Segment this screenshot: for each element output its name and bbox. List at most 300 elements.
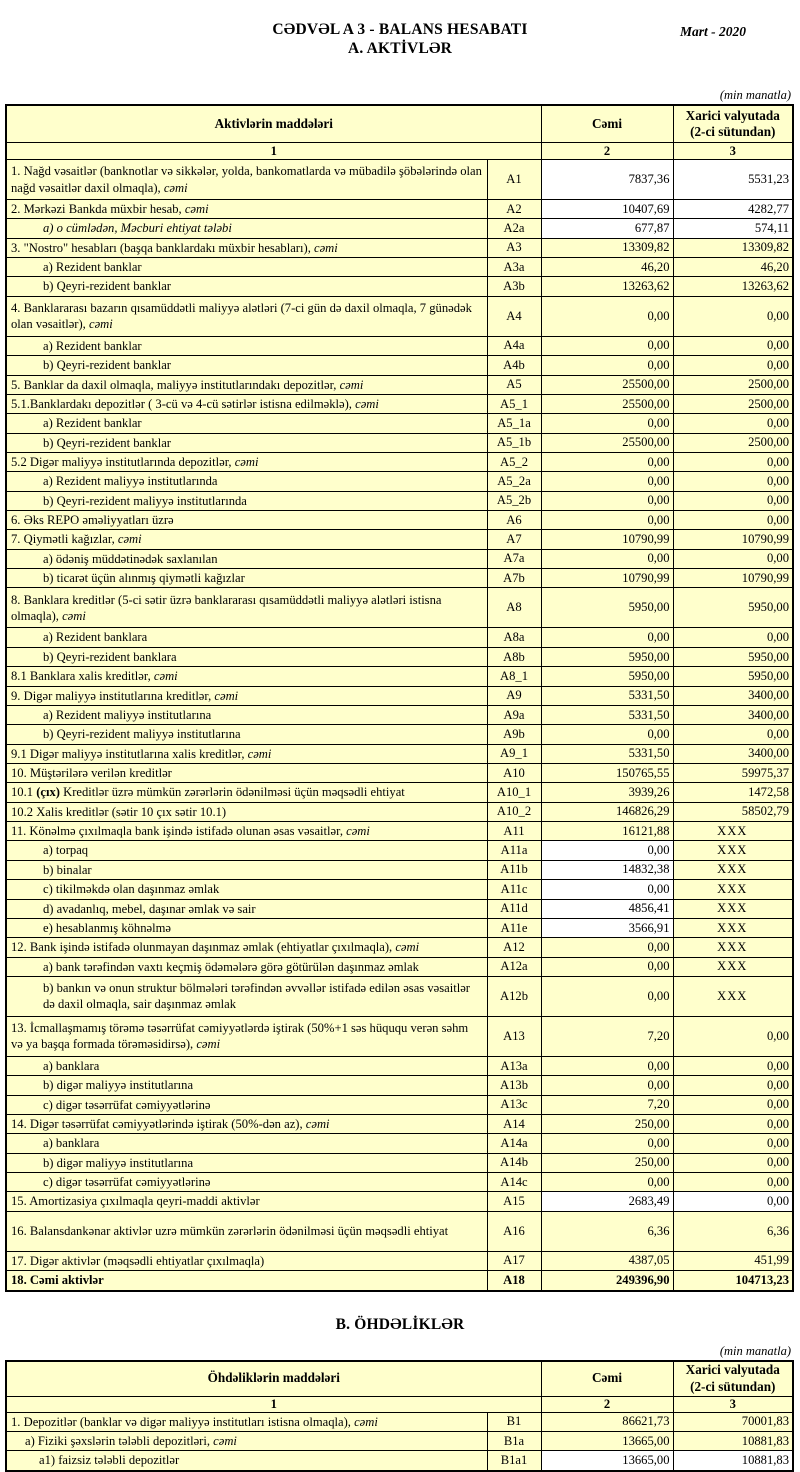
total-value-cell: 0,00 <box>541 938 673 957</box>
row-code-cell: A5_2b <box>487 491 541 510</box>
fx-value-cell: 58502,79 <box>673 802 793 821</box>
fx-value-cell: XXX <box>673 899 793 918</box>
fx-header <box>673 105 793 143</box>
item-label-text: cəmi <box>214 688 239 703</box>
item-label-text: 15. Amortizasiya çıxılmaqla qeyri-maddi aktivlər <box>11 1194 260 1209</box>
total-value-cell: 0,00 <box>541 414 673 433</box>
table-row <box>6 725 793 744</box>
table-row <box>6 1211 793 1251</box>
item-label-cell <box>6 744 487 763</box>
report-period: Mart - 2020 <box>679 24 746 39</box>
fx-header-line2: (2-ci sütundan) <box>690 124 776 139</box>
total-value-cell: 5331,50 <box>541 686 673 705</box>
fx-value-cell: 0,00 <box>673 1153 793 1172</box>
total-value-cell: 10790,99 <box>541 530 673 549</box>
item-label-text: b) ticarət üçün alınmış qiymətli kağızlar <box>43 571 245 586</box>
item-label-text: 1. Nağd vəsaitlər (banknotlar və sikkələr, yolda, bankomatlarda və mübadilə şöbələrində olan nağd vəsaitlər daxil olmaqla), <box>11 164 482 195</box>
assets-table <box>5 104 794 1292</box>
row-code-cell: A14 <box>487 1115 541 1134</box>
column-number-row <box>6 1396 793 1412</box>
column-number-2: 2 <box>541 1396 673 1412</box>
unit-note-a: (min manatla) <box>719 88 791 102</box>
total-value-cell: 10790,99 <box>541 569 673 588</box>
total-value-cell: 0,00 <box>541 976 673 1016</box>
row-code-cell: A8a <box>487 628 541 647</box>
item-label-text: b) binalar <box>43 862 92 877</box>
row-code-cell: A4a <box>487 336 541 355</box>
item-label-text: a) Rezident maliyyə institutlarına <box>43 707 212 722</box>
item-label-cell <box>6 1095 487 1114</box>
item-label-text: b) digər maliyyə institutlarına <box>43 1155 194 1170</box>
item-label-cell <box>6 899 487 918</box>
total-value-cell: 2683,49 <box>541 1192 673 1211</box>
table-row <box>6 530 793 549</box>
item-label-cell <box>6 938 487 957</box>
row-code-cell: A3b <box>487 277 541 296</box>
row-code-cell: A11c <box>487 880 541 899</box>
table-row <box>6 1115 793 1134</box>
column-number-1: 1 <box>6 1396 541 1412</box>
row-code-cell: A11a <box>487 841 541 860</box>
row-code-cell: A8 <box>487 588 541 628</box>
table-row <box>6 899 793 918</box>
row-code-cell: A7 <box>487 530 541 549</box>
item-label-cell <box>6 356 487 375</box>
table-row <box>6 667 793 686</box>
table-row <box>6 160 793 200</box>
table-row <box>6 1251 793 1270</box>
fx-value-cell: 0,00 <box>673 1056 793 1075</box>
total-value-cell: 249396,90 <box>541 1271 673 1291</box>
fx-value-cell: 10881,83 <box>673 1451 793 1471</box>
item-label-cell <box>6 433 487 452</box>
item-label-text: b) bankın və onun struktur bölmələri tərəfindən əvvəllər istifadə edilən əsas vəsaitlər də daxil olmaqla, sair daşınmaz əmlak <box>43 981 470 1012</box>
column-number-row <box>6 143 793 160</box>
row-code-cell: A7b <box>487 569 541 588</box>
item-label-cell <box>6 1271 487 1291</box>
table-row <box>6 686 793 705</box>
fx-value-cell: 2500,00 <box>673 433 793 452</box>
item-label-text: 12. Bank işində istifadə olunmayan daşınmaz əmlak (ehtiyatlar çıxılmaqla), <box>11 940 396 955</box>
row-code-cell: A3 <box>487 238 541 257</box>
table-row <box>6 1134 793 1153</box>
fx-header-line1: Xarici valyutada <box>685 107 780 123</box>
total-value-cell: 146826,29 <box>541 802 673 821</box>
item-label-cell <box>6 725 487 744</box>
item-label-cell <box>6 452 487 471</box>
item-label-text: 6. Əks REPO əməliyyatları üzrə <box>11 513 174 528</box>
item-label-cell <box>6 1115 487 1134</box>
table-header-row <box>6 105 793 143</box>
row-code-cell: A4b <box>487 356 541 375</box>
item-label-cell <box>6 472 487 491</box>
item-label-cell <box>6 783 487 802</box>
item-label-cell <box>6 763 487 782</box>
item-label-text: 11. Könəlmə çıxılmaqla bank işində istifadə olunan əsas vəsaitlər, <box>11 824 347 839</box>
item-label-text: a) Fiziki şəxslərin tələbli depozitləri, <box>25 1433 214 1448</box>
item-label-text: b) Qeyri-rezident banklar <box>43 358 171 373</box>
fx-value-cell: XXX <box>673 860 793 879</box>
total-value-cell: 0,00 <box>541 549 673 568</box>
fx-value-cell: 0,00 <box>673 296 793 336</box>
table-row <box>6 1451 793 1471</box>
fx-value-cell: XXX <box>673 918 793 937</box>
item-label-cell <box>6 238 487 257</box>
table-row <box>6 238 793 257</box>
column-number-3: 3 <box>673 1396 793 1412</box>
total-value-cell: 86621,73 <box>541 1412 673 1431</box>
total-value-cell: 3939,26 <box>541 783 673 802</box>
total-value-cell: 5331,50 <box>541 705 673 724</box>
fx-value-cell: 104713,23 <box>673 1271 793 1291</box>
fx-value-cell: XXX <box>673 841 793 860</box>
item-label-text: b) Qeyri-rezident maliyyə institutlarında <box>43 493 247 508</box>
table-row <box>6 433 793 452</box>
fx-value-cell: 0,00 <box>673 1095 793 1114</box>
row-code-cell: A2 <box>487 200 541 219</box>
table-row <box>6 394 793 413</box>
total-value-cell: 0,00 <box>541 491 673 510</box>
total-value-cell: 0,00 <box>541 356 673 375</box>
row-code-cell: A5_1a <box>487 414 541 433</box>
item-label-text: a) o cümlədən, Məcburi ehtiyat tələbi <box>43 221 232 236</box>
item-label-text: Kreditlər üzrə mümkün zərərlərin ödənilməsi üçün məqsədli ehtiyat <box>59 785 405 800</box>
row-code-cell: A5_1b <box>487 433 541 452</box>
item-label-cell <box>6 1431 487 1450</box>
item-label-text: a) Rezident banklar <box>43 260 142 275</box>
item-label-cell <box>6 1016 487 1056</box>
fx-value-cell: 0,00 <box>673 628 793 647</box>
column-number-3: 3 <box>673 143 793 160</box>
fx-value-cell: 0,00 <box>673 491 793 510</box>
fx-value-cell: 0,00 <box>673 1173 793 1192</box>
item-label-cell <box>6 1192 487 1211</box>
item-label-text: cəmi <box>88 317 113 332</box>
item-label-cell <box>6 1056 487 1075</box>
fx-value-cell: 5950,00 <box>673 588 793 628</box>
fx-value-cell: 0,00 <box>673 356 793 375</box>
row-code-cell: A7a <box>487 549 541 568</box>
table-row <box>6 472 793 491</box>
item-label-text: 9. Digər maliyyə institutlarına kreditlər, <box>11 688 215 703</box>
table-row <box>6 1431 793 1450</box>
total-value-cell: 0,00 <box>541 725 673 744</box>
fx-value-cell: XXX <box>673 880 793 899</box>
table-row <box>6 1056 793 1075</box>
item-label-text: 4. Banklararası bazarın qısamüddətli maliyyə alətləri (7-ci gün də daxil olmaqla, 7 günədək olan vəsaitlər), <box>11 300 472 332</box>
item-label-text: cəmi <box>213 1433 237 1448</box>
fx-value-cell: 0,00 <box>673 452 793 471</box>
item-label-cell <box>6 918 487 937</box>
total-value-cell: 0,00 <box>541 472 673 491</box>
total-value-cell: 6,36 <box>541 1211 673 1251</box>
total-value-cell: 0,00 <box>541 628 673 647</box>
fx-value-cell: 5531,23 <box>673 160 793 200</box>
item-label-text: cəmi <box>395 940 420 955</box>
item-label-text: cəmi <box>339 377 364 392</box>
fx-value-cell: 5950,00 <box>673 647 793 666</box>
fx-value-cell: 0,00 <box>673 1115 793 1134</box>
table-row <box>6 588 793 628</box>
item-label-text: e) hesablanmış köhnəlmə <box>43 920 171 935</box>
fx-value-cell: 46,20 <box>673 258 793 277</box>
item-label-cell <box>6 588 487 628</box>
item-label-text: a1) faizsiz tələbli depozitlər <box>39 1453 180 1468</box>
row-code-cell: A10_2 <box>487 802 541 821</box>
item-label-text: 5. Banklar da daxil olmaqla, maliyyə institutlarındakı depozitlər, <box>11 377 340 392</box>
item-label-text: a) Rezident banklar <box>43 338 142 353</box>
table-row <box>6 976 793 1016</box>
table-row <box>6 200 793 219</box>
fx-header-line1: Xarici valyutada <box>685 1362 780 1378</box>
item-label-text: a) banklara <box>43 1136 100 1151</box>
item-label-text: (çıx) <box>36 785 60 800</box>
table-row <box>6 783 793 802</box>
row-code-cell: A18 <box>487 1271 541 1291</box>
fx-value-cell: 2500,00 <box>673 375 793 394</box>
item-label-text: b) digər maliyyə institutlarına <box>43 1078 194 1093</box>
row-code-cell: A9b <box>487 725 541 744</box>
table-row <box>6 822 793 841</box>
row-code-cell: A3a <box>487 258 541 277</box>
fx-value-cell: 10790,99 <box>673 530 793 549</box>
total-value-cell: 13665,00 <box>541 1451 673 1471</box>
table-row <box>6 1076 793 1095</box>
fx-value-cell: XXX <box>673 976 793 1016</box>
table-row <box>6 1016 793 1056</box>
item-label-text: a) Rezident banklara <box>43 630 148 645</box>
fx-value-cell: 0,00 <box>673 336 793 355</box>
table-row <box>6 1412 793 1431</box>
table-row <box>6 860 793 879</box>
item-label-cell <box>6 1134 487 1153</box>
table-row <box>6 705 793 724</box>
item-label-cell <box>6 296 487 336</box>
row-code-cell: A12 <box>487 938 541 957</box>
item-label-text: 5.1.Banklardakı depozitlər ( 3-cü və 4-cü sətirlər istisna edilməklə), <box>11 396 356 411</box>
item-label-text: cəmi <box>163 180 188 195</box>
row-code-cell: A5_1 <box>487 394 541 413</box>
item-label-cell <box>6 414 487 433</box>
table-row <box>6 549 793 568</box>
item-label-text: c) digər təsərrüfat cəmiyyətlərinə <box>43 1175 211 1190</box>
item-label-cell <box>6 375 487 394</box>
total-value-cell: 13665,00 <box>541 1431 673 1450</box>
table-row <box>6 219 793 238</box>
item-label-text: c) tikilməkdə olan daşınmaz əmlak <box>43 882 220 897</box>
table-row <box>6 414 793 433</box>
item-label-cell <box>6 160 487 200</box>
fx-value-cell: 0,00 <box>673 549 793 568</box>
item-label-cell <box>6 569 487 588</box>
table-row <box>6 763 793 782</box>
item-label-cell <box>6 880 487 899</box>
total-header: Cəmi <box>541 1361 673 1397</box>
row-code-cell: B1a1 <box>487 1451 541 1471</box>
row-code-cell: B1 <box>487 1412 541 1431</box>
item-label-text: cəmi <box>354 1414 378 1429</box>
item-label-text: b) Qeyri-rezident banklar <box>43 279 171 294</box>
row-code-cell: A9_1 <box>487 744 541 763</box>
item-label-text: 8. Banklara kreditlər (5-ci sətir üzrə banklararası qısamüddətli maliyyə alətləri istisna olmaqla), <box>11 592 442 623</box>
item-label-text: 9.1 Digər maliyyə institutlarına xalis kreditlər, <box>11 746 248 761</box>
item-label-text: a) Rezident banklar <box>43 416 142 431</box>
item-label-text: d) avadanlıq, mebel, daşınar əmlak və sair <box>43 901 256 916</box>
item-label-text: a) bank tərəfindən vaxtı keçmiş ödəmələrə görə götürülən daşınmaz əmlak <box>43 959 419 974</box>
fx-header <box>673 1361 793 1397</box>
row-code-cell: A9a <box>487 705 541 724</box>
fx-value-cell: 0,00 <box>673 472 793 491</box>
total-value-cell: 250,00 <box>541 1115 673 1134</box>
table-row <box>6 938 793 957</box>
fx-value-cell: 10790,99 <box>673 569 793 588</box>
fx-value-cell: 13309,82 <box>673 238 793 257</box>
total-value-cell: 0,00 <box>541 1076 673 1095</box>
total-value-cell: 10407,69 <box>541 200 673 219</box>
total-value-cell: 4387,05 <box>541 1251 673 1270</box>
fx-value-cell: 4282,77 <box>673 200 793 219</box>
item-label-cell <box>6 976 487 1016</box>
table-row <box>6 1153 793 1172</box>
item-label-cell <box>6 1412 487 1431</box>
total-value-cell: 14832,38 <box>541 860 673 879</box>
total-header: Cəmi <box>541 105 673 143</box>
fx-value-cell: 3400,00 <box>673 744 793 763</box>
row-code-cell: A13a <box>487 1056 541 1075</box>
row-code-cell: A16 <box>487 1211 541 1251</box>
item-label-cell <box>6 628 487 647</box>
row-code-cell: A5_2a <box>487 472 541 491</box>
row-code-cell: A1 <box>487 160 541 200</box>
item-label-text: cəmi <box>314 240 338 255</box>
fx-value-cell: 0,00 <box>673 414 793 433</box>
row-code-cell: B1a <box>487 1431 541 1450</box>
column-number-2: 2 <box>541 143 673 160</box>
item-label-text: 14. Digər təsərrüfat cəmiyyətlərində iştirak (50%-dən az), <box>11 1117 306 1132</box>
report-title: CƏDVƏL A 3 - BALANS HESABATI <box>272 21 528 38</box>
total-value-cell: 0,00 <box>541 1134 673 1153</box>
total-value-cell: 7,20 <box>541 1016 673 1056</box>
item-label-text: 10.2 Xalis kreditlər (sətir 10 çıx sətir 10.1) <box>11 804 227 819</box>
table-row <box>6 452 793 471</box>
item-label-text: c) digər təsərrüfat cəmiyyətlərinə <box>43 1097 211 1112</box>
section-a-title: A. AKTİVLƏR <box>347 40 453 57</box>
unit-note-b: (min manatla) <box>719 1343 791 1358</box>
item-label-text: a) Rezident maliyyə institutlarında <box>43 474 218 489</box>
total-value-cell: 0,00 <box>541 957 673 976</box>
row-code-cell: A10 <box>487 763 541 782</box>
fx-value-cell: 59975,37 <box>673 763 793 782</box>
item-label-text: cəmi <box>117 532 142 547</box>
total-value-cell: 0,00 <box>541 841 673 860</box>
fx-value-cell: 0,00 <box>673 1134 793 1153</box>
fx-value-cell: XXX <box>673 957 793 976</box>
item-label-cell <box>6 686 487 705</box>
item-label-cell <box>6 258 487 277</box>
total-value-cell: 677,87 <box>541 219 673 238</box>
row-code-cell: A11b <box>487 860 541 879</box>
item-label-cell <box>6 802 487 821</box>
item-label-cell <box>6 822 487 841</box>
total-value-cell: 5950,00 <box>541 667 673 686</box>
fx-value-cell: 0,00 <box>673 1016 793 1056</box>
fx-value-cell: 0,00 <box>673 725 793 744</box>
table-row <box>6 647 793 666</box>
page <box>0 21 800 1468</box>
item-label-cell <box>6 336 487 355</box>
row-code-cell: A2a <box>487 219 541 238</box>
item-label-text: a) banklara <box>43 1058 100 1073</box>
item-label-text: 10. Müştərilərə verilən kreditlər <box>11 765 172 780</box>
total-value-cell: 5950,00 <box>541 588 673 628</box>
row-code-cell: A9 <box>487 686 541 705</box>
table-row <box>6 277 793 296</box>
table-row <box>6 511 793 530</box>
fx-value-cell: 2500,00 <box>673 394 793 413</box>
item-label-cell <box>6 1153 487 1172</box>
row-code-cell: A8b <box>487 647 541 666</box>
fx-value-cell: 3400,00 <box>673 705 793 724</box>
item-label-text: b) Qeyri-rezident maliyyə institutlarına <box>43 727 241 742</box>
table-row <box>6 258 793 277</box>
item-label-text: b) Qeyri-rezident banklara <box>43 649 177 664</box>
item-label-cell <box>6 277 487 296</box>
item-label-cell <box>6 511 487 530</box>
row-code-cell: A5_2 <box>487 452 541 471</box>
fx-header-line2: (2-ci sütundan) <box>690 1378 776 1394</box>
row-code-cell: A14b <box>487 1153 541 1172</box>
fx-value-cell: 13263,62 <box>673 277 793 296</box>
column-number-1: 1 <box>6 143 541 160</box>
fx-value-cell: 0,00 <box>673 1076 793 1095</box>
total-value-cell: 250,00 <box>541 1153 673 1172</box>
row-code-cell: A6 <box>487 511 541 530</box>
row-code-cell: A13 <box>487 1016 541 1056</box>
table-row <box>6 296 793 336</box>
table-row <box>6 957 793 976</box>
fx-value-cell: 10881,83 <box>673 1431 793 1450</box>
table-row <box>6 1095 793 1114</box>
row-code-cell: A12b <box>487 976 541 1016</box>
items-header: Öhdəliklərin maddələri <box>6 1361 541 1397</box>
table-row <box>6 1173 793 1192</box>
fx-value-cell: 1472,58 <box>673 783 793 802</box>
total-value-cell: 16121,88 <box>541 822 673 841</box>
item-label-text: cəmi <box>355 396 379 411</box>
item-label-cell <box>6 219 487 238</box>
item-label-cell <box>6 667 487 686</box>
item-label-text: 13. İcmallaşmamış törəmə təsərrüfat cəmiyyətlərdə iştirak (50%+1 səs hüququ verən səhm və ya başqa formada törəməsidirsə), <box>11 1021 469 1052</box>
fx-value-cell: 70001,83 <box>673 1412 793 1431</box>
item-label-text: 8.1 Banklara xalis kreditlər, <box>11 669 154 684</box>
item-label-cell <box>6 647 487 666</box>
fx-value-cell: 0,00 <box>673 1192 793 1211</box>
fx-value-cell: XXX <box>673 938 793 957</box>
row-code-cell: A12a <box>487 957 541 976</box>
row-code-cell: A13b <box>487 1076 541 1095</box>
item-label-text: cəmi <box>305 1117 330 1132</box>
item-label-cell <box>6 705 487 724</box>
table-row <box>6 336 793 355</box>
item-label-cell <box>6 549 487 568</box>
row-code-cell: A10_1 <box>487 783 541 802</box>
items-header: Aktivlərin maddələri <box>6 105 541 143</box>
table-row <box>6 802 793 821</box>
total-value-cell: 5950,00 <box>541 647 673 666</box>
row-code-cell: A14a <box>487 1134 541 1153</box>
fx-value-cell: 3400,00 <box>673 686 793 705</box>
total-value-cell: 25500,00 <box>541 375 673 394</box>
